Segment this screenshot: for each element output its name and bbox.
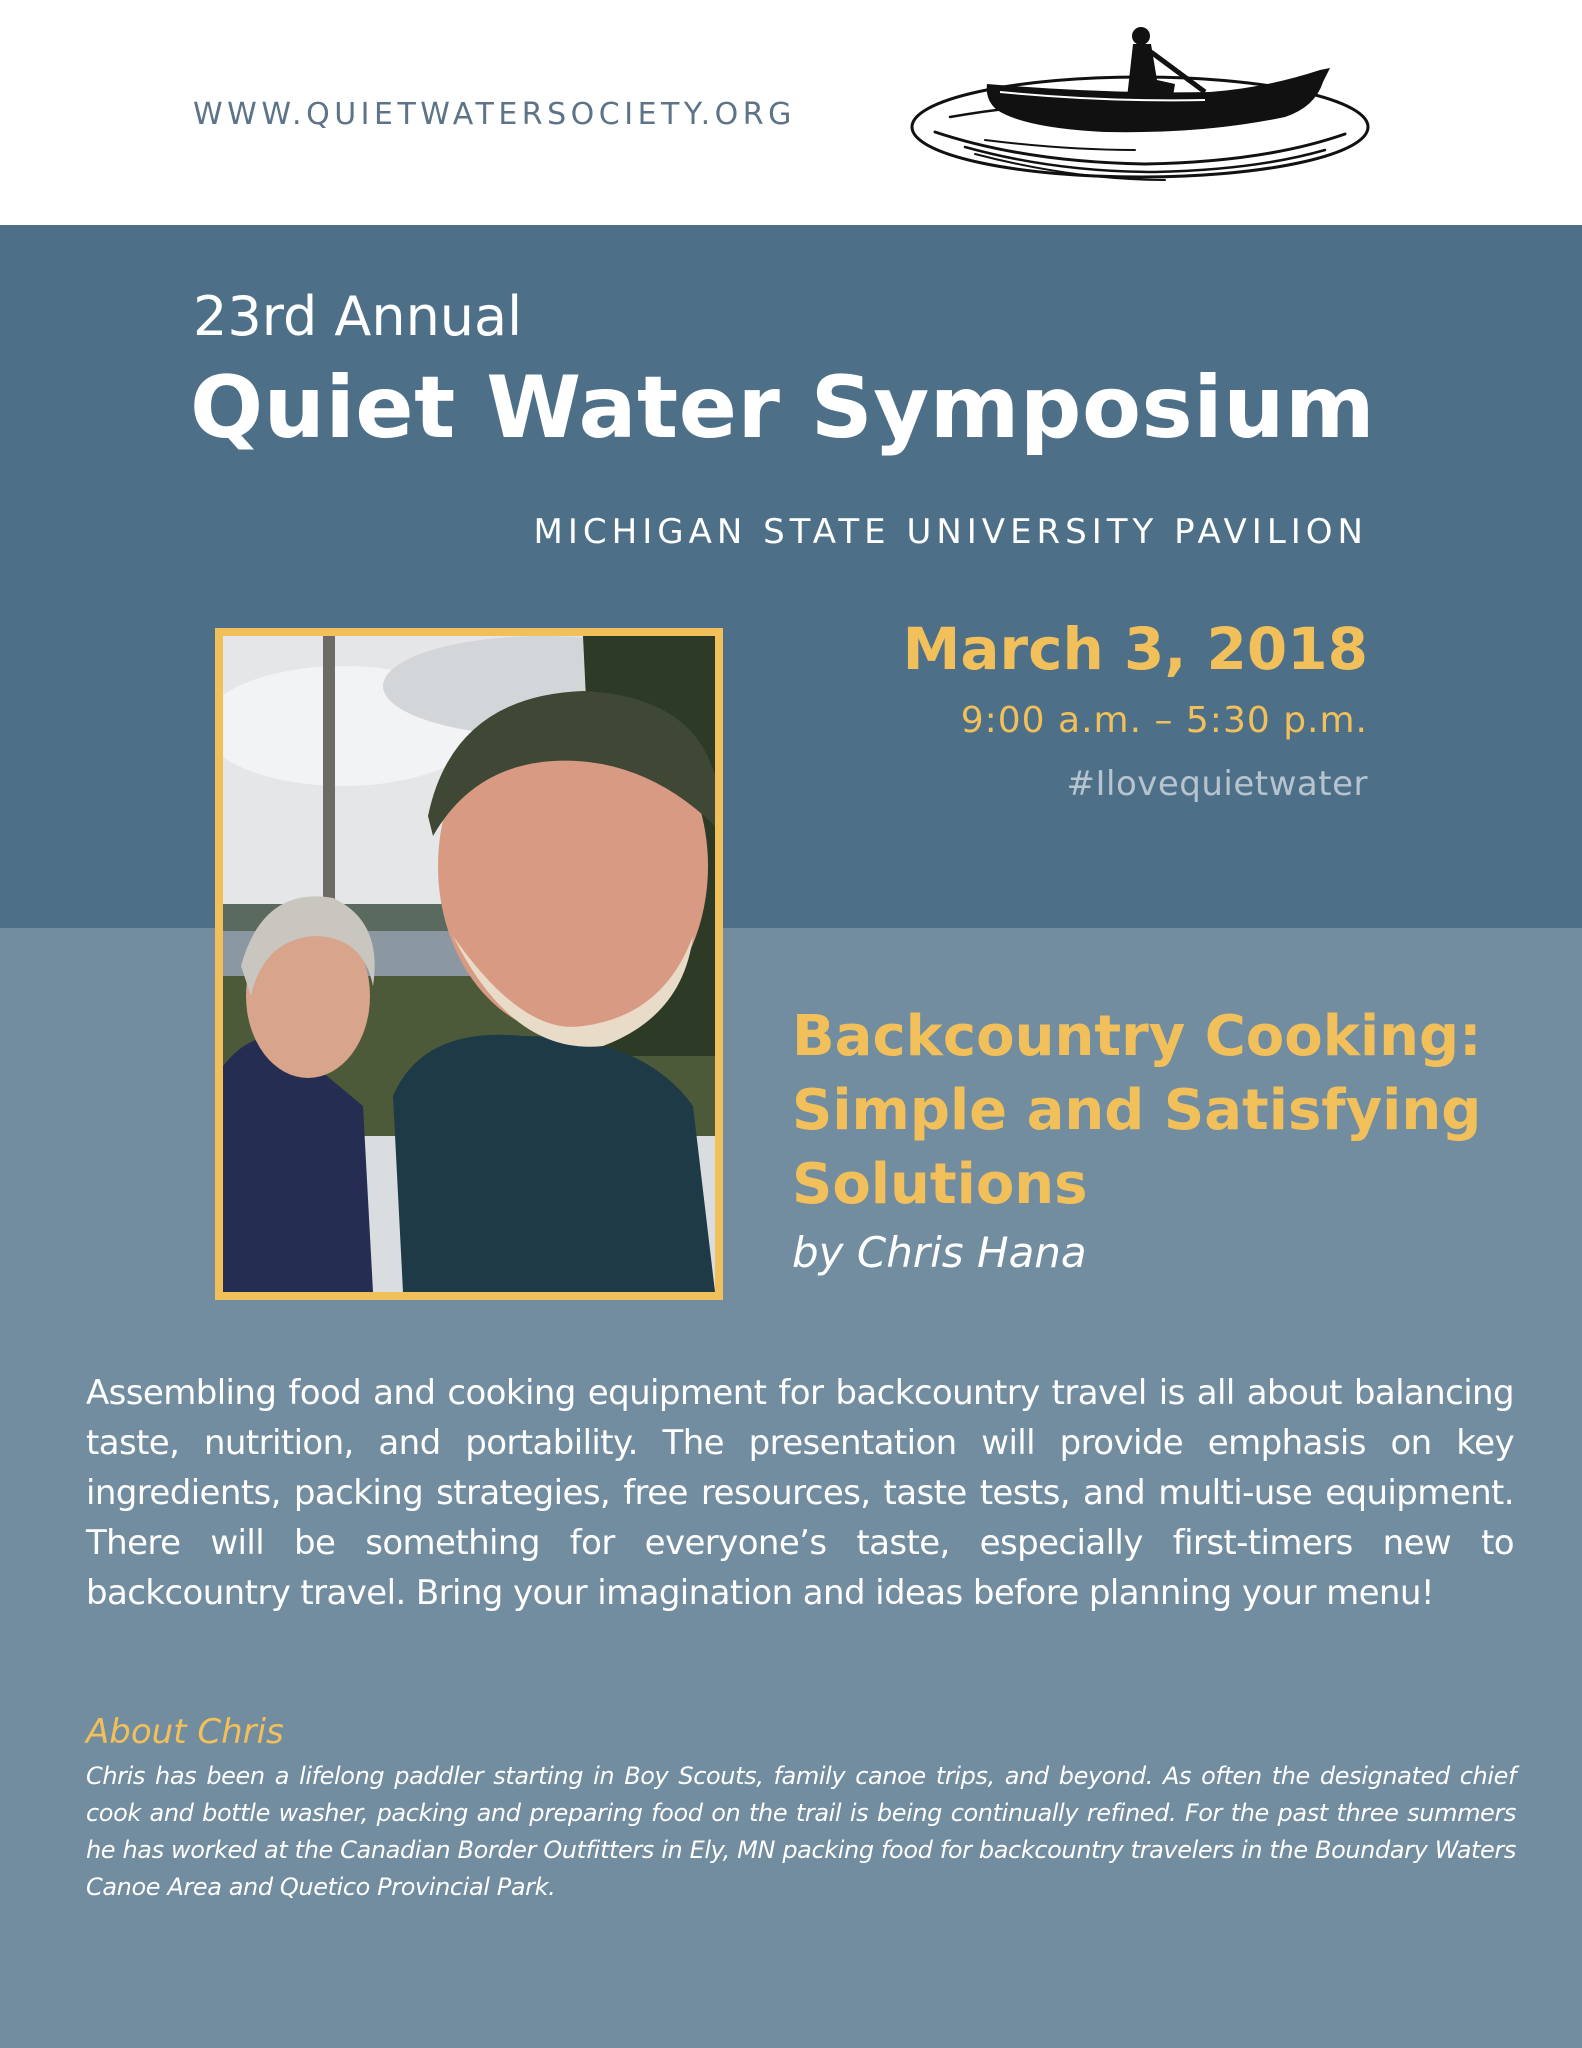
talk-title: Backcountry Cooking: Simple and Satisfying Solutions bbox=[792, 1004, 1482, 1217]
canoe-paddler-icon bbox=[905, 22, 1385, 197]
event-hashtag: #Ilovequietwater bbox=[1066, 764, 1368, 804]
header-bar bbox=[0, 0, 1582, 225]
website-url[interactable]: WWW.QUIETWATERSOCIETY.ORG bbox=[193, 97, 796, 132]
annual-label: 23rd Annual bbox=[193, 285, 523, 348]
event-title: Quiet Water Symposium bbox=[190, 358, 1376, 458]
about-heading: About Chris bbox=[86, 1712, 284, 1752]
event-venue: MICHIGAN STATE UNIVERSITY PAVILION bbox=[533, 512, 1368, 552]
event-date: March 3, 2018 bbox=[902, 615, 1368, 683]
about-text: Chris has been a lifelong paddler starting in Boy Scouts, family canoe trips, and beyond. As often the designated chief cook and bottle washer, packing and preparing food on the trail is being continually refined. For the past three summers he has worked at the Canadian Border Outfitters in Ely, MN packing food for backcountry travelers in the Boundary Waters Canoe Area and Quetico Provincial Park. bbox=[86, 1762, 1516, 1901]
talk-description: Assembling food and cooking equipment for backcountry travel is all about balancing taste, nutrition, and portability. The presentation will provide emphasis on key ingredients, packing strategies, free resources, taste tests, and multi-use equipment. There will be something for everyone’s taste, especially first-timers new to backcountry travel. Bring your imagination and ideas before planning your menu! bbox=[86, 1373, 1514, 1613]
speaker-photo bbox=[215, 628, 723, 1300]
talk-speaker: by Chris Hana bbox=[792, 1228, 1087, 1277]
event-time: 9:00 a.m. – 5:30 p.m. bbox=[960, 700, 1368, 741]
